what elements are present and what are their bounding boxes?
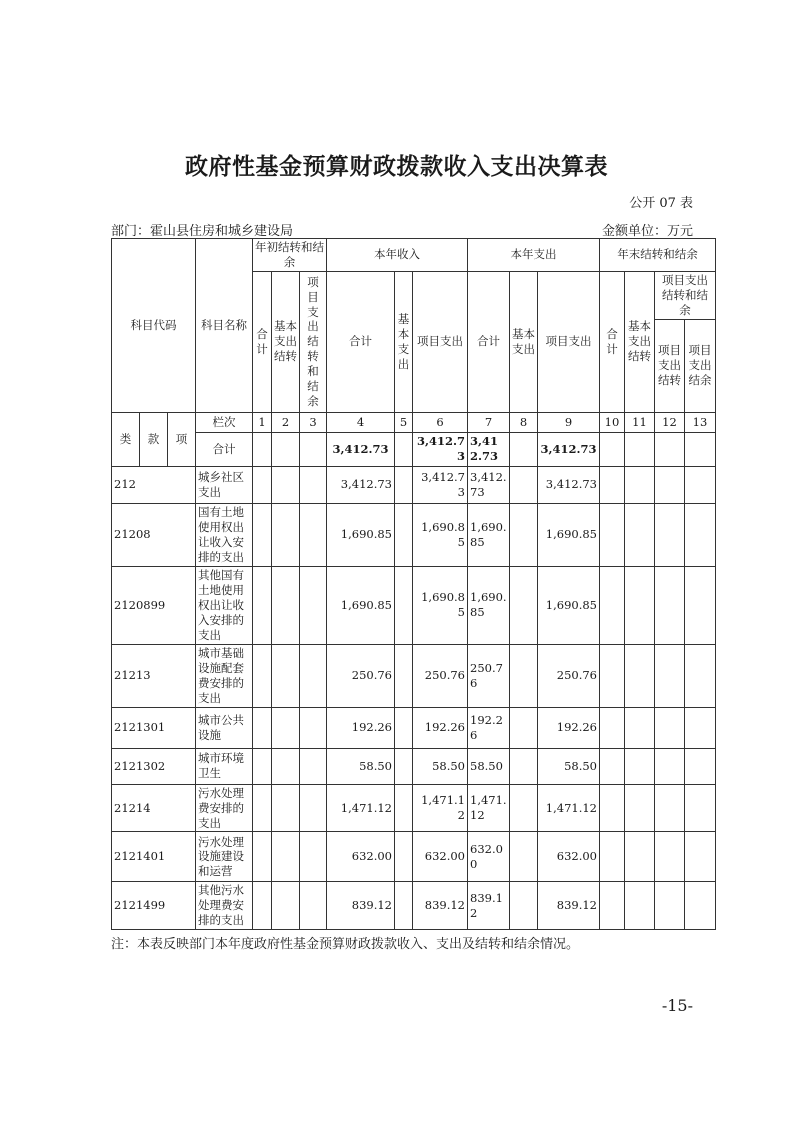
income-project: 58.50 [413, 748, 468, 784]
expense-project: 58.50 [538, 748, 600, 784]
header-begin-basic: 基本支出结转 [272, 271, 300, 412]
subject-name: 城市公共设施 [196, 707, 253, 748]
col-number: 11 [625, 412, 655, 432]
empty-cell [253, 748, 272, 784]
empty-cell [253, 644, 272, 707]
empty-cell [510, 503, 538, 566]
empty-cell [655, 882, 685, 930]
empty-cell [272, 466, 300, 503]
total-row-label: 合计 [196, 432, 253, 466]
income-total: 1,471.12 [327, 784, 395, 832]
col-number: 5 [395, 412, 413, 432]
income-total: 1,690.85 [327, 503, 395, 566]
empty-cell [625, 466, 655, 503]
col-number: 3 [300, 412, 327, 432]
empty-cell [272, 882, 300, 930]
empty-cell [395, 566, 413, 644]
subject-code: 2121401 [112, 832, 196, 882]
empty-cell [600, 644, 625, 707]
expense-project: 3,412.73 [538, 466, 600, 503]
total-income-total: 3,412.73 [327, 432, 395, 466]
total-end-surplus [685, 432, 716, 466]
empty-cell [510, 707, 538, 748]
empty-cell [685, 882, 716, 930]
income-project: 1,690.85 [413, 503, 468, 566]
empty-cell [510, 748, 538, 784]
empty-cell [395, 707, 413, 748]
page-number: -15- [661, 996, 693, 1015]
header-income-basic: 基本支出 [395, 271, 413, 412]
subject-code: 2121302 [112, 748, 196, 784]
empty-cell [300, 644, 327, 707]
department-label: 部门：霍山县住房和城乡建设局 [111, 224, 294, 239]
header-income-project: 项目支出 [413, 271, 468, 412]
header-subject-name: 科目名称 [196, 239, 253, 413]
empty-cell [625, 832, 655, 882]
fund-table [111, 238, 716, 930]
total-begin-total [253, 432, 272, 466]
empty-cell [272, 503, 300, 566]
total-end-carry [655, 432, 685, 466]
table-row [112, 644, 716, 707]
unit-label: 金额单位：万元 [601, 224, 693, 239]
empty-cell [685, 748, 716, 784]
income-total: 3,412.73 [327, 466, 395, 503]
col-number: 10 [600, 412, 625, 432]
expense-total: 250.76 [468, 644, 510, 707]
empty-cell [300, 566, 327, 644]
empty-cell [625, 882, 655, 930]
col-number: 2 [272, 412, 300, 432]
empty-cell [272, 566, 300, 644]
total-exp-basic [510, 432, 538, 466]
header-exp-basic: 基本支出 [510, 271, 538, 412]
expense-total: 192.26 [468, 707, 510, 748]
col-number: 8 [510, 412, 538, 432]
subject-name: 污水处理设施建设和运营 [196, 832, 253, 882]
header-kuan: 款 [140, 412, 168, 466]
empty-cell [272, 784, 300, 832]
empty-cell [395, 748, 413, 784]
empty-cell [300, 466, 327, 503]
income-project: 1,690.85 [413, 566, 468, 644]
subject-code: 2121301 [112, 707, 196, 748]
col-number: 13 [685, 412, 716, 432]
empty-cell [510, 644, 538, 707]
header-income: 本年收入 [327, 239, 468, 272]
header-begin-total: 合计 [253, 271, 272, 412]
empty-cell [395, 832, 413, 882]
table-row [112, 748, 716, 784]
table-row [112, 784, 716, 832]
empty-cell [655, 466, 685, 503]
subject-code: 2120899 [112, 566, 196, 644]
table-row [112, 882, 716, 930]
header-end-total: 合计 [600, 271, 625, 412]
expense-total: 632.00 [468, 832, 510, 882]
expense-project: 632.00 [538, 832, 600, 882]
empty-cell [685, 832, 716, 882]
header-lei: 类 [112, 412, 140, 466]
subject-name: 城乡社区支出 [196, 466, 253, 503]
income-project: 3,412.73 [413, 466, 468, 503]
subject-name: 城市环境卫生 [196, 748, 253, 784]
empty-cell [600, 882, 625, 930]
empty-cell [655, 784, 685, 832]
empty-cell [253, 707, 272, 748]
income-total: 839.12 [327, 882, 395, 930]
empty-cell [625, 707, 655, 748]
header-begin-balance: 年初结转和结余 [253, 239, 327, 272]
subject-name: 城市基础设施配套费安排的支出 [196, 644, 253, 707]
expense-project: 1,471.12 [538, 784, 600, 832]
empty-cell [510, 466, 538, 503]
empty-cell [600, 503, 625, 566]
empty-cell [395, 784, 413, 832]
empty-cell [272, 707, 300, 748]
total-begin-basic [272, 432, 300, 466]
empty-cell [300, 707, 327, 748]
empty-cell [600, 707, 625, 748]
empty-cell [685, 466, 716, 503]
total-income-project: 3,412.73 [413, 432, 468, 466]
subject-name: 其他国有土地使用权出让收入安排的支出 [196, 566, 253, 644]
subject-code: 21213 [112, 644, 196, 707]
expense-project: 250.76 [538, 644, 600, 707]
expense-project: 1,690.85 [538, 503, 600, 566]
empty-cell [272, 748, 300, 784]
header-xiang: 项 [168, 412, 196, 466]
expense-total: 3,412.73 [468, 466, 510, 503]
col-number: 1 [253, 412, 272, 432]
income-project: 1,471.12 [413, 784, 468, 832]
header-expense: 本年支出 [468, 239, 600, 272]
header-end-project-carry: 项目支出结转 [655, 319, 685, 412]
table-row [112, 707, 716, 748]
empty-cell [600, 832, 625, 882]
empty-cell [625, 644, 655, 707]
empty-cell [253, 503, 272, 566]
col-number: 7 [468, 412, 510, 432]
header-begin-project: 项目支出结转和结余 [300, 271, 327, 412]
income-project: 250.76 [413, 644, 468, 707]
header-subject-code: 科目代码 [112, 239, 196, 413]
col-number: 6 [413, 412, 468, 432]
empty-cell [510, 832, 538, 882]
subject-code: 21214 [112, 784, 196, 832]
empty-cell [300, 784, 327, 832]
empty-cell [685, 566, 716, 644]
empty-cell [655, 566, 685, 644]
footnote: 注：本表反映部门本年度政府性基金预算财政拨款收入、支出及结转和结余情况。 [111, 937, 580, 952]
subject-code: 212 [112, 466, 196, 503]
empty-cell [655, 832, 685, 882]
empty-cell [655, 644, 685, 707]
table-row [112, 503, 716, 566]
header-exp-project: 项目支出 [538, 271, 600, 412]
empty-cell [625, 503, 655, 566]
empty-cell [600, 784, 625, 832]
empty-cell [600, 466, 625, 503]
empty-cell [395, 503, 413, 566]
income-total: 250.76 [327, 644, 395, 707]
subject-code: 21208 [112, 503, 196, 566]
expense-project: 839.12 [538, 882, 600, 930]
empty-cell [300, 882, 327, 930]
empty-cell [625, 566, 655, 644]
table-row [112, 466, 716, 503]
empty-cell [272, 832, 300, 882]
empty-cell [510, 882, 538, 930]
header-end-basic: 基本支出结转 [625, 271, 655, 412]
income-total: 632.00 [327, 832, 395, 882]
total-end-basic [625, 432, 655, 466]
total-income-basic [395, 432, 413, 466]
income-total: 58.50 [327, 748, 395, 784]
empty-cell [253, 566, 272, 644]
expense-project: 1,690.85 [538, 566, 600, 644]
subject-name: 国有土地使用权出让收入安排的支出 [196, 503, 253, 566]
col-number: 9 [538, 412, 600, 432]
col-number: 4 [327, 412, 395, 432]
empty-cell [685, 644, 716, 707]
empty-cell [685, 503, 716, 566]
total-begin-project [300, 432, 327, 466]
expense-total: 58.50 [468, 748, 510, 784]
header-end-project: 项目支出结转和结余 [655, 271, 716, 319]
empty-cell [395, 644, 413, 707]
empty-cell [600, 566, 625, 644]
empty-cell [253, 784, 272, 832]
empty-cell [625, 784, 655, 832]
empty-cell [253, 832, 272, 882]
table-row [112, 566, 716, 644]
empty-cell [253, 466, 272, 503]
income-project: 839.12 [413, 882, 468, 930]
total-exp-total: 3,412.73 [468, 432, 510, 466]
total-exp-project: 3,412.73 [538, 432, 600, 466]
empty-cell [253, 882, 272, 930]
empty-cell [300, 832, 327, 882]
expense-total: 1,690.85 [468, 503, 510, 566]
table-row [112, 832, 716, 882]
empty-cell [685, 707, 716, 748]
header-end-balance: 年末结转和结余 [600, 239, 716, 272]
empty-cell [625, 748, 655, 784]
subject-name: 其他污水处理费安排的支出 [196, 882, 253, 930]
subject-code: 2121499 [112, 882, 196, 930]
expense-total: 1,690.85 [468, 566, 510, 644]
header-end-project-surplus: 项目支出结余 [685, 319, 716, 412]
income-project: 632.00 [413, 832, 468, 882]
subject-name: 污水处理费安排的支出 [196, 784, 253, 832]
col-number: 12 [655, 412, 685, 432]
empty-cell [685, 784, 716, 832]
income-project: 192.26 [413, 707, 468, 748]
empty-cell [655, 503, 685, 566]
expense-total: 839.12 [468, 882, 510, 930]
header-exp-total: 合计 [468, 271, 510, 412]
empty-cell [655, 707, 685, 748]
income-total: 1,690.85 [327, 566, 395, 644]
empty-cell [510, 566, 538, 644]
empty-cell [395, 466, 413, 503]
page-title: 政府性基金预算财政拨款收入支出决算表 [185, 153, 608, 180]
table-code: 公开 07 表 [629, 196, 693, 211]
empty-cell [272, 644, 300, 707]
empty-cell [300, 503, 327, 566]
empty-cell [600, 748, 625, 784]
empty-cell [510, 784, 538, 832]
income-total: 192.26 [327, 707, 395, 748]
expense-project: 192.26 [538, 707, 600, 748]
total-end-total [600, 432, 625, 466]
header-income-total: 合计 [327, 271, 395, 412]
empty-cell [395, 882, 413, 930]
header-lanci: 栏次 [196, 412, 253, 432]
empty-cell [300, 748, 327, 784]
empty-cell [655, 748, 685, 784]
expense-total: 1,471.12 [468, 784, 510, 832]
